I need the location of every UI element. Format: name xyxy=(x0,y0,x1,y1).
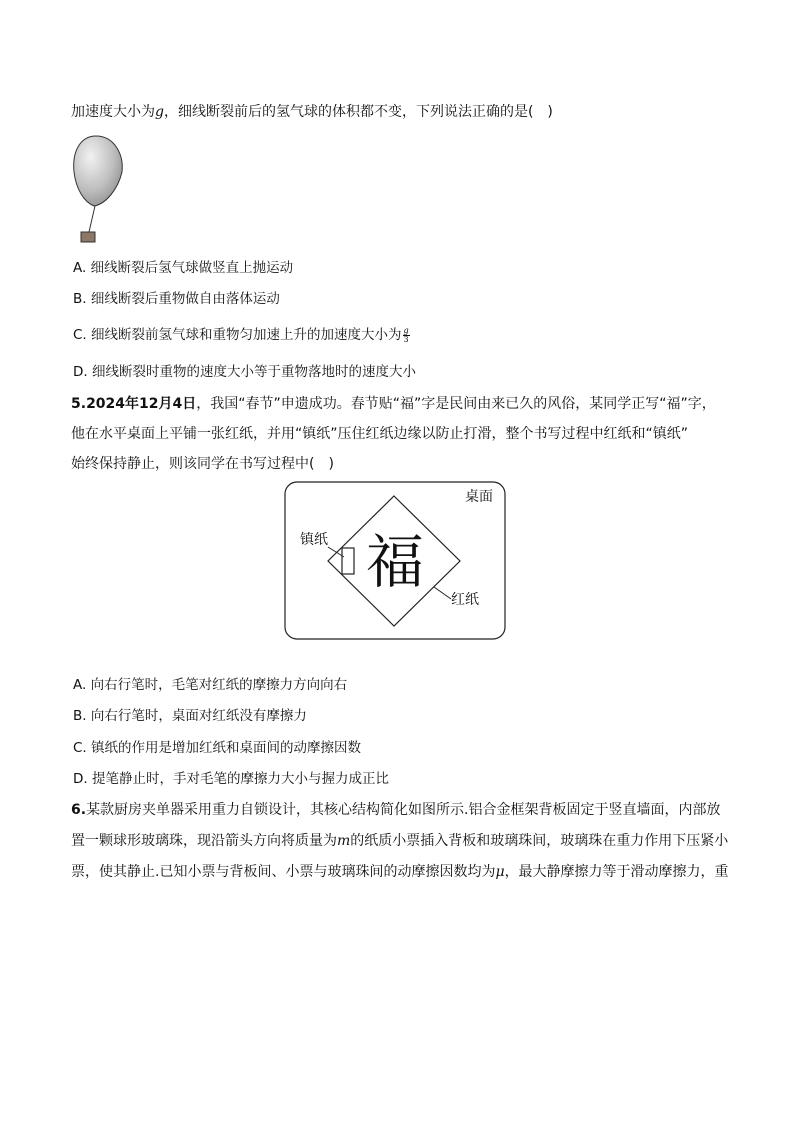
paper-weight xyxy=(342,548,354,574)
q4-stem-text-a: 加速度大小为 xyxy=(71,104,155,120)
fu-paper-figure xyxy=(284,481,508,643)
q4-stem-text-b: ，细线断裂前后的氢气球的体积都不变，下列说法正确的是( ) xyxy=(163,104,553,120)
q4-option-c-fraction: $\frac{g}{3}$ xyxy=(403,325,409,344)
q6-number: 6. xyxy=(71,802,87,818)
q4-option-c-text: C. 细线断裂前氢气球和重物匀加速上升的加速度大小为 xyxy=(73,327,402,343)
fu-character: 福 xyxy=(365,528,425,596)
weight-label: 镇纸 xyxy=(300,532,328,548)
balloon-shape xyxy=(74,136,123,206)
q4-option-a[interactable]: A. 细线断裂后氢气球做竖直上抛运动 xyxy=(73,260,294,276)
q6-stem-line2: 置一颗球形玻璃珠，现沿箭头方向将质量为m的纸质小票插入背板和玻璃珠间，玻璃珠在重力作用下压紧小 xyxy=(71,833,729,849)
q5-line1-text: ，我国“春节”申遗成功。春节贴“福”字是民间由来已久的风俗，某同学正写“福”字， xyxy=(196,396,716,412)
q5-stem-line1 xyxy=(71,395,716,413)
balloon-figure xyxy=(70,134,130,246)
weight-block xyxy=(81,232,95,242)
q6-var-m: m xyxy=(337,833,351,849)
q5-stem-line3: 始终保持静止，则该同学在书写过程中( ) xyxy=(71,456,334,472)
paper-leader xyxy=(434,587,451,599)
q4-stem-tail xyxy=(71,103,553,121)
q4-option-d[interactable]: D. 细线断裂时重物的速度大小等于重物落地时的速度大小 xyxy=(73,364,416,380)
q6-stem-line3: 票，使其静止.已知小票与背板间、小票与玻璃珠间的动摩擦因数均为μ，最大静摩擦力等于滑动摩擦力，重 xyxy=(71,864,729,880)
q5-number: 5. xyxy=(71,396,87,412)
q5-option-d[interactable]: D. 提笔静止时，手对毛笔的摩擦力大小与握力成正比 xyxy=(73,771,389,787)
q6-line1-text: 某款厨房夹单器采用重力自锁设计，其核心结构简化如图所示.铝合金框架背板固定于竖直墙面，内部放 xyxy=(86,802,721,818)
balloon-string xyxy=(89,206,95,232)
q6-stem-line1 xyxy=(71,801,721,819)
q5-option-c[interactable]: C. 镇纸的作用是增加红纸和桌面间的动摩擦因数 xyxy=(73,740,362,756)
q5-date: 2024年12月4日 xyxy=(86,396,197,412)
q5-option-b[interactable]: B. 向右行笔时，桌面对红纸没有摩擦力 xyxy=(73,708,307,724)
q5-option-a[interactable]: A. 向右行笔时，毛笔对红纸的摩擦力方向向右 xyxy=(73,677,348,693)
desk-label: 桌面 xyxy=(465,489,493,505)
q4-var-g: g xyxy=(155,104,164,120)
q6-var-mu: μ xyxy=(495,864,505,880)
q5-stem-line2: 他在水平桌面上平铺一张红纸，并用“镇纸”压住红纸边缘以防止打滑，整个书写过程中红纸和“镇纸” xyxy=(71,426,689,442)
paper-label: 红纸 xyxy=(451,592,479,608)
q4-option-c[interactable] xyxy=(73,326,410,344)
q4-option-b[interactable]: B. 细线断裂后重物做自由落体运动 xyxy=(73,291,280,307)
